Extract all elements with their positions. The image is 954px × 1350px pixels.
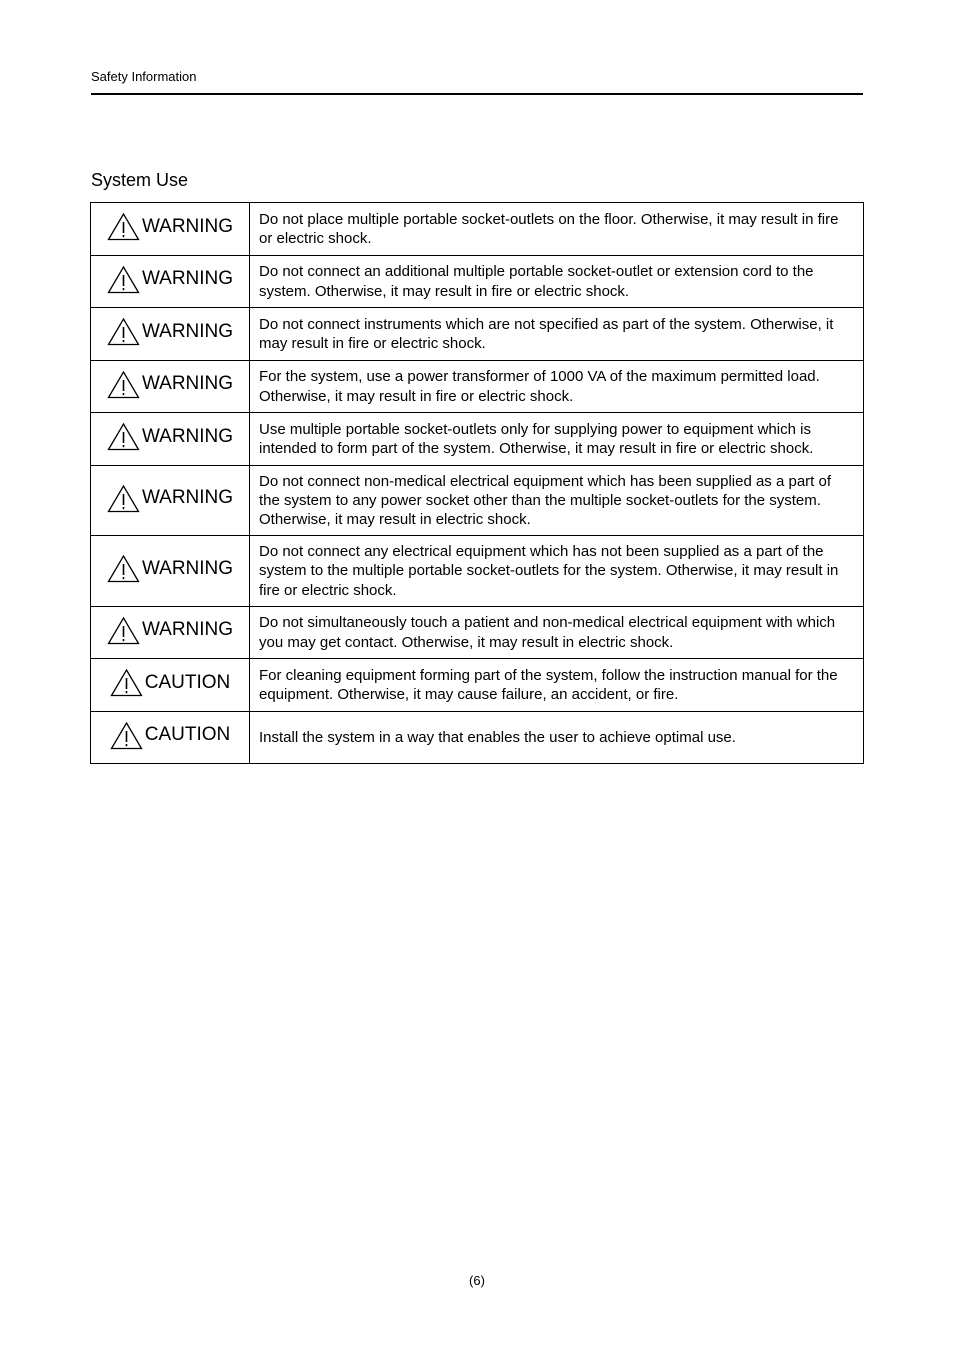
label-cell [91,712,250,764]
safety-table [90,202,864,764]
running-header: Safety Information [91,69,197,84]
warning-text: Use multiple portable socket-outlets only for supplying power to equipment which is intended to form part of the system. Otherwise, it may result in fire or electric shock. [250,413,864,466]
table-row [91,659,864,712]
warning-text: For cleaning equipment forming part of the system, follow the instruction manual for the equipment. Otherwise, it may cause failure, an accident, or fire. [250,659,864,712]
warning-triangle-icon [107,554,140,583]
label-group [107,616,233,645]
warning-triangle-icon [107,265,140,294]
table-row [91,466,864,536]
warning-triangle-icon [107,212,140,241]
table-row [91,712,864,764]
warning-triangle-icon [110,721,143,750]
signal-word: WARNING [141,619,234,640]
warning-text: Do not connect any electrical equipment which has not been supplied as a part of the system to the multiple portable socket-outlets for the system. Otherwise, it may result in fire or electric shock. [250,536,864,607]
label-cell [91,536,250,607]
signal-word: WARNING [141,425,234,447]
warning-text: For the system, use a power transformer of 1000 VA of the maximum permitted load. Otherwise, it may result in fire or electric shock. [250,361,864,413]
table-row [91,607,864,659]
signal-word: WARNING [141,557,234,579]
header-rule [91,93,863,95]
label-group [107,370,233,399]
label-group [110,721,231,750]
warning-text: Install the system in a way that enables the user to achieve optimal use. [250,712,864,764]
warning-text: Do not connect instruments which are not specified as part of the system. Otherwise, it may result in fire or electric shock. [250,308,864,361]
label-cell [91,256,250,308]
signal-word: CAUTION [144,724,231,745]
page-number: (6) [469,1273,485,1288]
signal-word: WARNING [141,487,234,508]
safety-table-body [91,203,864,764]
label-cell [91,203,250,256]
label-group [107,317,233,346]
table-row [91,413,864,466]
label-cell [91,413,250,466]
label-cell [91,466,250,536]
table-row [91,361,864,413]
warning-triangle-icon [107,484,140,513]
signal-word: WARNING [141,268,234,289]
table-row [91,536,864,607]
warning-triangle-icon [110,668,143,697]
table-row [91,308,864,361]
warning-triangle-icon [107,616,140,645]
signal-word: WARNING [141,320,234,342]
label-group [107,265,233,294]
label-group [107,422,233,451]
label-cell [91,659,250,712]
signal-word: WARNING [141,373,234,394]
label-group [107,484,233,513]
table-row [91,203,864,256]
label-group [110,668,231,697]
warning-text: Do not place multiple portable socket-outlets on the floor. Otherwise, it may result in fire or electric shock. [250,203,864,256]
table-row [91,256,864,308]
warning-triangle-icon [107,317,140,346]
warning-triangle-icon [107,370,140,399]
label-cell [91,361,250,413]
warning-text: Do not connect non-medical electrical equipment which has been supplied as a part of the system to any power socket other than the multiple socket-outlets for the system. Otherwise, it may result in electric shock. [250,466,864,536]
warning-triangle-icon [107,422,140,451]
warning-text: Do not simultaneously touch a patient and non-medical electrical equipment with which you may get contact. Otherwise, it may result in electric shock. [250,607,864,659]
signal-word: CAUTION [144,671,231,693]
label-group [107,554,233,583]
label-cell [91,308,250,361]
warning-text: Do not connect an additional multiple portable socket-outlet or extension cord to the system. Otherwise, it may result in fire or electric shock. [250,256,864,308]
signal-word: WARNING [141,215,234,237]
label-cell [91,607,250,659]
label-group [107,212,233,241]
section-title: System Use [91,170,189,190]
